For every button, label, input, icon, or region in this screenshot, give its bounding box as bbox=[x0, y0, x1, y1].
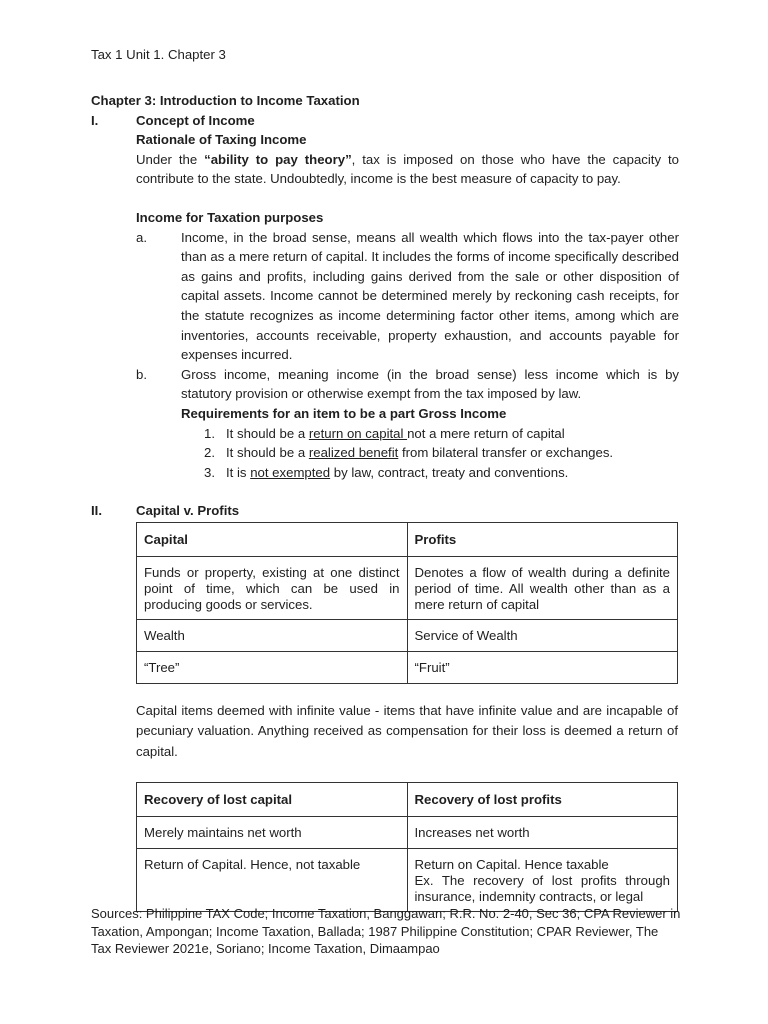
section-2-numeral: II. bbox=[91, 503, 102, 519]
table-row: Funds or property, existing at one distinct point of time, which can be used in producing goods or services. Denotes a flow of wealth during a definite period of time. All wealth other than as a mere return of capital bbox=[137, 556, 678, 619]
table-header-row: Recovery of lost capital Recovery of lost profits bbox=[137, 783, 678, 817]
purposes-heading: Income for Taxation purposes bbox=[136, 209, 324, 225]
section-1-numeral: I. bbox=[91, 112, 99, 128]
section-2-title: Capital v. Profits bbox=[136, 503, 240, 519]
requirements-heading: Requirements for an item to be a part Gross Income bbox=[181, 405, 507, 421]
requirement-3: 3. It is not exempted by law, contract, treaty and conventions. bbox=[204, 464, 569, 480]
recovery-table bbox=[136, 782, 678, 912]
list-item-b: b. Gross income, meaning income (in the broad sense) less income which is by statutory provision or otherwise exempt from the tax imposed by law. bbox=[136, 366, 679, 402]
rationale-heading: Rationale of Taxing Income bbox=[136, 132, 307, 148]
section-1-heading bbox=[91, 111, 679, 131]
section-1-title: Concept of Income bbox=[136, 112, 255, 128]
table-row: Wealth Service of Wealth bbox=[137, 619, 678, 651]
rationale-paragraph: Under the “ability to pay theory”, tax is imposed on those who have the capacity to contribute to the state. Undoubtedly, income is the best measure of capacity to pay. bbox=[136, 151, 679, 187]
chapter-title: Chapter 3: Introduction to Income Taxation bbox=[91, 93, 360, 108]
table-header-row: Capital Profits bbox=[137, 522, 678, 556]
table-row: Merely maintains net worth Increases net worth bbox=[137, 817, 678, 849]
capital-vs-profits-table bbox=[136, 522, 678, 684]
requirement-2: 2. It should be a realized benefit from bilateral transfer or exchanges. bbox=[204, 445, 614, 461]
requirement-1: 1. It should be a return on capital not a mere return of capital bbox=[204, 425, 565, 441]
document-body bbox=[91, 91, 679, 912]
section-2-heading bbox=[91, 501, 679, 521]
table-row: Return of Capital. Hence, not taxable Return on Capital. Hence taxable Ex. The recovery of lost profits through insurance, indemnity contracts, or legal bbox=[137, 849, 678, 912]
list-item-a: a. Income, in the broad sense, means all wealth which flows into the tax-payer other than as a mere return of capital. It includes the forms of income specifically described as gains and profits, including gains derived from the sale or other disposition of capital assets. Income cannot be determined merely by reckoning cash receipts, for the statute recognizes as income determining factor other items, among which are inventories, accounts receivable, property exhaustion, and accounts payable for expenses incurred. bbox=[136, 229, 679, 363]
table-row: “Tree” “Fruit” bbox=[137, 651, 678, 683]
page-header: Tax 1 Unit 1. Chapter 3 bbox=[91, 47, 226, 62]
example-text: Ex. The recovery of lost profits through insurance, indemnity contracts, or legal bbox=[414, 873, 670, 905]
infinite-value-paragraph: Capital items deemed with infinite value - items that have infinite value and are incapable of pecuniary valuation. Anything received as compensation for their loss is deemed a return of capital. bbox=[136, 702, 678, 759]
sources-footer: Sources: Philippine TAX Code; Income Taxation, Banggawan; R.R. No. 2-40, Sec 36; CPA Reviewer in Taxation, Ampongan; Income Taxation, Ballada; 1987 Philippine Constitution; CPAR Reviewer, The Tax Reviewer 2021e, Soriano; Income Taxation, Dimaampao bbox=[91, 906, 681, 957]
